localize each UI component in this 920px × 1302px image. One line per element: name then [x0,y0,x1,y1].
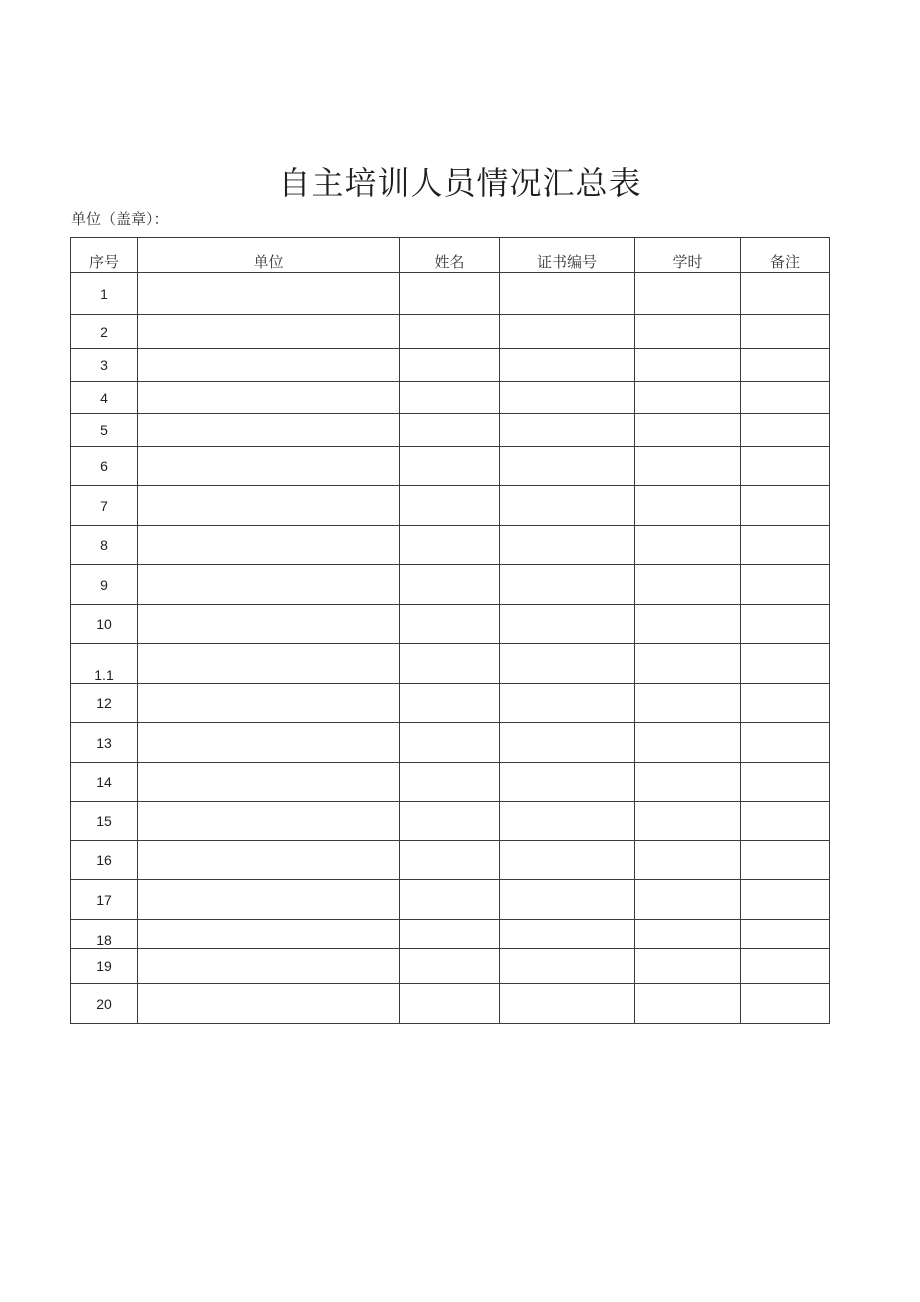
seq-cell: 4 [71,382,138,414]
unit-cell[interactable] [138,414,400,447]
table-row [71,486,830,526]
remarks-cell[interactable] [741,763,830,802]
hours-cell[interactable] [635,273,741,315]
name-cell[interactable] [400,920,500,949]
name-cell[interactable] [400,382,500,414]
name-cell[interactable] [400,841,500,880]
table-row [71,382,830,414]
seq-cell: 12 [71,684,138,723]
seq-cell: 1.1 [71,644,138,684]
certificate-cell[interactable] [500,526,635,565]
certificate-cell[interactable] [500,565,635,605]
table-row [71,273,830,315]
hours-cell[interactable] [635,802,741,841]
certificate-cell[interactable] [500,949,635,984]
unit-cell[interactable] [138,984,400,1024]
seq-cell: 6 [71,447,138,486]
seq-cell: 1 [71,273,138,315]
certificate-cell[interactable] [500,644,635,684]
remarks-cell[interactable] [741,382,830,414]
table-row [71,644,830,684]
remarks-cell[interactable] [741,349,830,382]
hours-cell[interactable] [635,949,741,984]
unit-cell[interactable] [138,349,400,382]
remarks-cell[interactable] [741,447,830,486]
unit-cell[interactable] [138,920,400,949]
table-header-row [71,238,830,273]
seq-cell: 10 [71,605,138,644]
hours-cell[interactable] [635,880,741,920]
seq-cell: 15 [71,802,138,841]
name-cell[interactable] [400,802,500,841]
certificate-cell[interactable] [500,984,635,1024]
seq-cell: 7 [71,486,138,526]
seq-cell: 19 [71,949,138,984]
remarks-cell[interactable] [741,273,830,315]
name-cell[interactable] [400,949,500,984]
hours-cell[interactable] [635,684,741,723]
unit-cell[interactable] [138,880,400,920]
certificate-cell[interactable] [500,684,635,723]
remarks-cell[interactable] [741,920,830,949]
certificate-cell[interactable] [500,273,635,315]
seq-cell: 13 [71,723,138,763]
table-row [71,605,830,644]
header-remarks: 备注 [741,238,830,273]
seq-cell: 5 [71,414,138,447]
unit-cell[interactable] [138,486,400,526]
remarks-cell[interactable] [741,605,830,644]
seq-cell: 2 [71,315,138,349]
table-body [71,273,830,1024]
certificate-cell[interactable] [500,605,635,644]
seq-cell: 9 [71,565,138,605]
remarks-cell[interactable] [741,315,830,349]
remarks-cell[interactable] [741,723,830,763]
certificate-cell[interactable] [500,447,635,486]
seq-cell: 8 [71,526,138,565]
table-row [71,949,830,984]
header-certificate-number: 证书编号 [500,238,635,273]
header-name: 姓名 [400,238,500,273]
table-row [71,565,830,605]
hours-cell[interactable] [635,526,741,565]
hours-cell[interactable] [635,763,741,802]
seq-cell: 17 [71,880,138,920]
name-cell[interactable] [400,349,500,382]
unit-cell[interactable] [138,315,400,349]
name-cell[interactable] [400,315,500,349]
remarks-cell[interactable] [741,984,830,1024]
unit-cell[interactable] [138,684,400,723]
remarks-cell[interactable] [741,841,830,880]
page-title: 自主培训人员情况汇总表 [278,164,642,202]
unit-cell[interactable] [138,605,400,644]
remarks-cell[interactable] [741,802,830,841]
name-cell[interactable] [400,880,500,920]
name-cell[interactable] [400,447,500,486]
name-cell[interactable] [400,273,500,315]
remarks-cell[interactable] [741,644,830,684]
certificate-cell[interactable] [500,723,635,763]
hours-cell[interactable] [635,644,741,684]
seq-cell: 16 [71,841,138,880]
unit-cell[interactable] [138,723,400,763]
unit-cell[interactable] [138,644,400,684]
unit-cell[interactable] [138,447,400,486]
unit-cell[interactable] [138,802,400,841]
table-row [71,447,830,486]
remarks-cell[interactable] [741,565,830,605]
name-cell[interactable] [400,763,500,802]
remarks-cell[interactable] [741,880,830,920]
table-row [71,802,830,841]
table-row [71,984,830,1024]
hours-cell[interactable] [635,382,741,414]
seq-cell: 18 [71,920,138,949]
unit-cell[interactable] [138,526,400,565]
certificate-cell[interactable] [500,414,635,447]
certificate-cell[interactable] [500,349,635,382]
name-cell[interactable] [400,984,500,1024]
remarks-cell[interactable] [741,949,830,984]
unit-cell[interactable] [138,841,400,880]
name-cell[interactable] [400,565,500,605]
training-summary-table [70,237,830,1024]
certificate-cell[interactable] [500,920,635,949]
hours-cell[interactable] [635,841,741,880]
table-row [71,880,830,920]
table-row [71,723,830,763]
unit-cell[interactable] [138,949,400,984]
name-cell[interactable] [400,644,500,684]
table-row [71,763,830,802]
remarks-cell[interactable] [741,526,830,565]
name-cell[interactable] [400,526,500,565]
table-row [71,315,830,349]
unit-cell[interactable] [138,565,400,605]
certificate-cell[interactable] [500,486,635,526]
remarks-cell[interactable] [741,486,830,526]
table-row [71,349,830,382]
header-unit: 单位 [138,238,400,273]
hours-cell[interactable] [635,605,741,644]
name-cell[interactable] [400,723,500,763]
table-row [71,841,830,880]
hours-cell[interactable] [635,486,741,526]
name-cell[interactable] [400,605,500,644]
unit-cell[interactable] [138,763,400,802]
table-row [71,414,830,447]
unit-stamp-label: 单位（盖章）： [71,210,169,228]
hours-cell[interactable] [635,349,741,382]
certificate-cell[interactable] [500,802,635,841]
hours-cell[interactable] [635,920,741,949]
name-cell[interactable] [400,684,500,723]
header-hours: 学时 [635,238,741,273]
name-cell[interactable] [400,414,500,447]
hours-cell[interactable] [635,447,741,486]
table-row [71,684,830,723]
hours-cell[interactable] [635,565,741,605]
hours-cell[interactable] [635,984,741,1024]
certificate-cell[interactable] [500,763,635,802]
table-row [71,920,830,949]
hours-cell[interactable] [635,414,741,447]
unit-cell[interactable] [138,382,400,414]
remarks-cell[interactable] [741,684,830,723]
certificate-cell[interactable] [500,880,635,920]
hours-cell[interactable] [635,315,741,349]
name-cell[interactable] [400,486,500,526]
seq-cell: 14 [71,763,138,802]
table-row [71,526,830,565]
certificate-cell[interactable] [500,315,635,349]
remarks-cell[interactable] [741,414,830,447]
header-seq: 序号 [71,238,138,273]
unit-cell[interactable] [138,273,400,315]
certificate-cell[interactable] [500,841,635,880]
certificate-cell[interactable] [500,382,635,414]
seq-cell: 20 [71,984,138,1024]
hours-cell[interactable] [635,723,741,763]
seq-cell: 3 [71,349,138,382]
